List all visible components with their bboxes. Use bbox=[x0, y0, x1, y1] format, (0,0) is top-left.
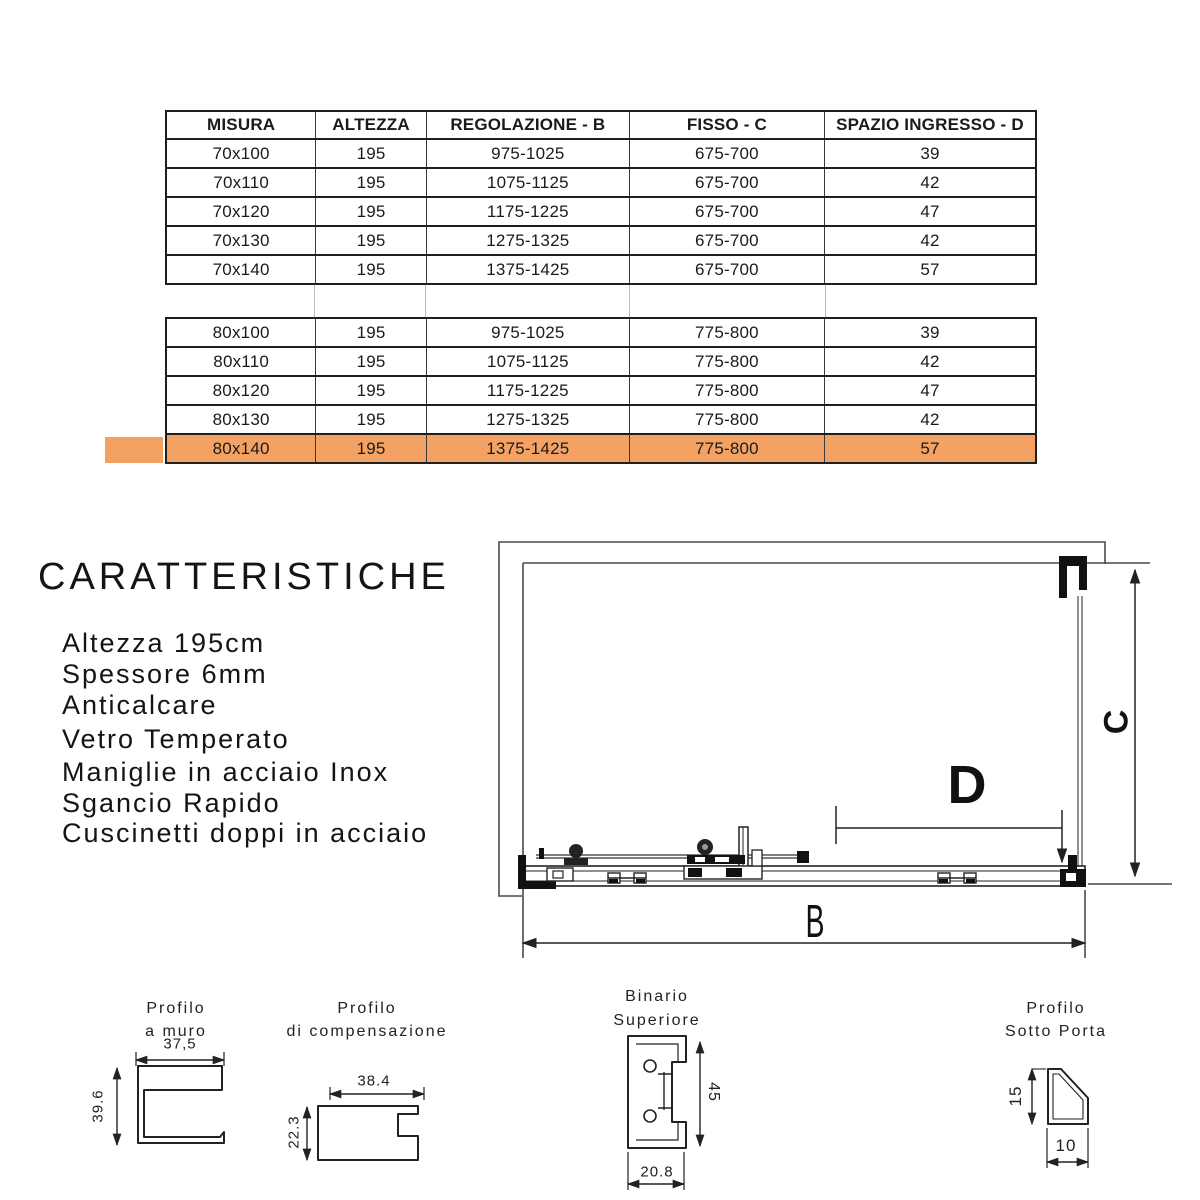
dim-value: 22.3 bbox=[285, 1115, 303, 1149]
table-cell: 47 bbox=[920, 380, 940, 400]
table-cell bbox=[165, 285, 315, 317]
profile-label: Superiore bbox=[613, 1012, 701, 1029]
table-row bbox=[165, 169, 1037, 198]
table-cell: 70x130 bbox=[167, 227, 316, 254]
feature-item: Altezza 195cm bbox=[62, 628, 266, 658]
profile-label: di compensazione bbox=[286, 1023, 448, 1040]
table-row bbox=[165, 256, 1037, 285]
table-cell: 195 bbox=[316, 140, 427, 167]
dim-value: 37,5 bbox=[163, 1035, 197, 1053]
table-cell: 675-700 bbox=[630, 256, 825, 283]
table-cell: 47 bbox=[920, 201, 940, 221]
feature-item: Cuscinetti doppi in acciaio bbox=[62, 818, 429, 848]
profile-label: Profilo bbox=[146, 1000, 206, 1017]
caratteristiche-title: CARATTERISTICHE bbox=[38, 556, 450, 598]
table-cell: 80x140 bbox=[167, 435, 316, 462]
dim-value: 45 bbox=[705, 1082, 722, 1102]
table-cell: 675-700 bbox=[630, 227, 825, 254]
table-cell bbox=[826, 285, 1037, 317]
table-cell: 195 bbox=[316, 406, 427, 433]
table-cell: 80x110 bbox=[167, 348, 316, 375]
table-cell: 1275-1325 bbox=[427, 406, 630, 433]
table-cell: 675-700 bbox=[630, 198, 825, 225]
dim-label-b: B bbox=[805, 895, 825, 947]
table-cell: 195 bbox=[316, 256, 427, 283]
table-cell: 675-700 bbox=[630, 169, 825, 196]
table-cell bbox=[315, 285, 426, 317]
profile-label: a muro bbox=[145, 1023, 207, 1040]
profile-label: Binario bbox=[625, 988, 689, 1005]
table-cell: 70x100 bbox=[167, 140, 316, 167]
profile-label: Sotto Porta bbox=[1004, 1023, 1108, 1040]
table-cell: 39 bbox=[920, 143, 940, 163]
table-cell: 80x100 bbox=[167, 319, 316, 346]
profile-label: Profilo bbox=[337, 1000, 397, 1017]
table-cell: 70x110 bbox=[167, 169, 316, 196]
table-cell: 975-1025 bbox=[427, 140, 630, 167]
column-header: ALTEZZA bbox=[316, 112, 427, 138]
feature-item: Sgancio Rapido bbox=[62, 788, 281, 818]
table-cell: 1275-1325 bbox=[427, 227, 630, 254]
dim-value: 10 bbox=[1055, 1136, 1077, 1155]
dim-value: 20.8 bbox=[640, 1163, 674, 1181]
table-cell: 195 bbox=[316, 319, 427, 346]
profile-label: Profilo bbox=[1026, 1000, 1086, 1017]
table-cell: 1375-1425 bbox=[427, 435, 630, 462]
table-cell: 42 bbox=[920, 172, 940, 192]
table-cell: 195 bbox=[316, 348, 427, 375]
table-cell: 39 bbox=[920, 322, 940, 342]
table-cell: 675-700 bbox=[630, 140, 825, 167]
feature-item: Vetro Temperato bbox=[62, 724, 290, 754]
feature-item: Anticalcare bbox=[62, 690, 218, 720]
dim-label-d: D bbox=[947, 755, 987, 815]
table-cell bbox=[426, 285, 630, 317]
table-cell: 70x140 bbox=[167, 256, 316, 283]
table-row bbox=[165, 198, 1037, 227]
table-cell: 775-800 bbox=[630, 406, 825, 433]
table-cell: 195 bbox=[316, 435, 427, 462]
table-cell: 42 bbox=[920, 230, 940, 250]
dim-value: 39.6 bbox=[89, 1089, 107, 1123]
column-header: REGOLAZIONE - B bbox=[427, 112, 630, 138]
table-cell: 1375-1425 bbox=[427, 256, 630, 283]
table-row bbox=[165, 377, 1037, 406]
table-row bbox=[165, 435, 1037, 464]
dim-label-c: C bbox=[1097, 709, 1136, 735]
table-cell: 775-800 bbox=[630, 319, 825, 346]
table-cell: 195 bbox=[316, 377, 427, 404]
table-row bbox=[165, 140, 1037, 169]
table-cell: 80x130 bbox=[167, 406, 316, 433]
table-cell: 1075-1125 bbox=[427, 348, 630, 375]
table-cell: 195 bbox=[316, 169, 427, 196]
column-header: SPAZIO INGRESSO - D bbox=[836, 115, 1024, 134]
table-cell: 57 bbox=[920, 259, 940, 279]
table-cell: 42 bbox=[920, 351, 940, 371]
table-cell: 195 bbox=[316, 227, 427, 254]
table-cell: 775-800 bbox=[630, 377, 825, 404]
feature-item: Maniglie in acciaio Inox bbox=[62, 757, 390, 787]
door-stopper bbox=[797, 851, 809, 863]
table-row bbox=[165, 227, 1037, 256]
table-cell bbox=[630, 285, 826, 317]
column-header: FISSO - C bbox=[630, 112, 825, 138]
wall-bracket-top bbox=[1059, 556, 1087, 598]
separator-row bbox=[165, 285, 1037, 319]
table-header-row bbox=[165, 110, 1037, 140]
table-cell: 57 bbox=[920, 438, 940, 458]
table-cell: 1075-1125 bbox=[427, 169, 630, 196]
table-cell: 775-800 bbox=[630, 348, 825, 375]
column-header: MISURA bbox=[167, 112, 316, 138]
table-cell: 80x120 bbox=[167, 377, 316, 404]
size-table bbox=[165, 110, 1037, 464]
dim-value: 38.4 bbox=[357, 1072, 391, 1090]
dim-value: 15 bbox=[1006, 1085, 1025, 1107]
roller-center bbox=[684, 827, 762, 879]
table-cell: 42 bbox=[920, 409, 940, 429]
feature-item: Spessore 6mm bbox=[62, 659, 268, 689]
profilo-compensazione-drawing bbox=[307, 1087, 424, 1160]
table-cell: 1175-1225 bbox=[427, 377, 630, 404]
profilo-a-muro-drawing bbox=[117, 1052, 224, 1145]
table-row bbox=[165, 348, 1037, 377]
table-cell: 1175-1225 bbox=[427, 198, 630, 225]
enclosure-top-view-drawing bbox=[470, 530, 1180, 990]
table-row bbox=[165, 406, 1037, 435]
table-cell: 195 bbox=[316, 198, 427, 225]
highlighted-row-marker bbox=[105, 437, 163, 463]
table-row bbox=[165, 319, 1037, 348]
table-cell: 975-1025 bbox=[427, 319, 630, 346]
table-cell: 775-800 bbox=[630, 435, 825, 462]
table-cell: 70x120 bbox=[167, 198, 316, 225]
